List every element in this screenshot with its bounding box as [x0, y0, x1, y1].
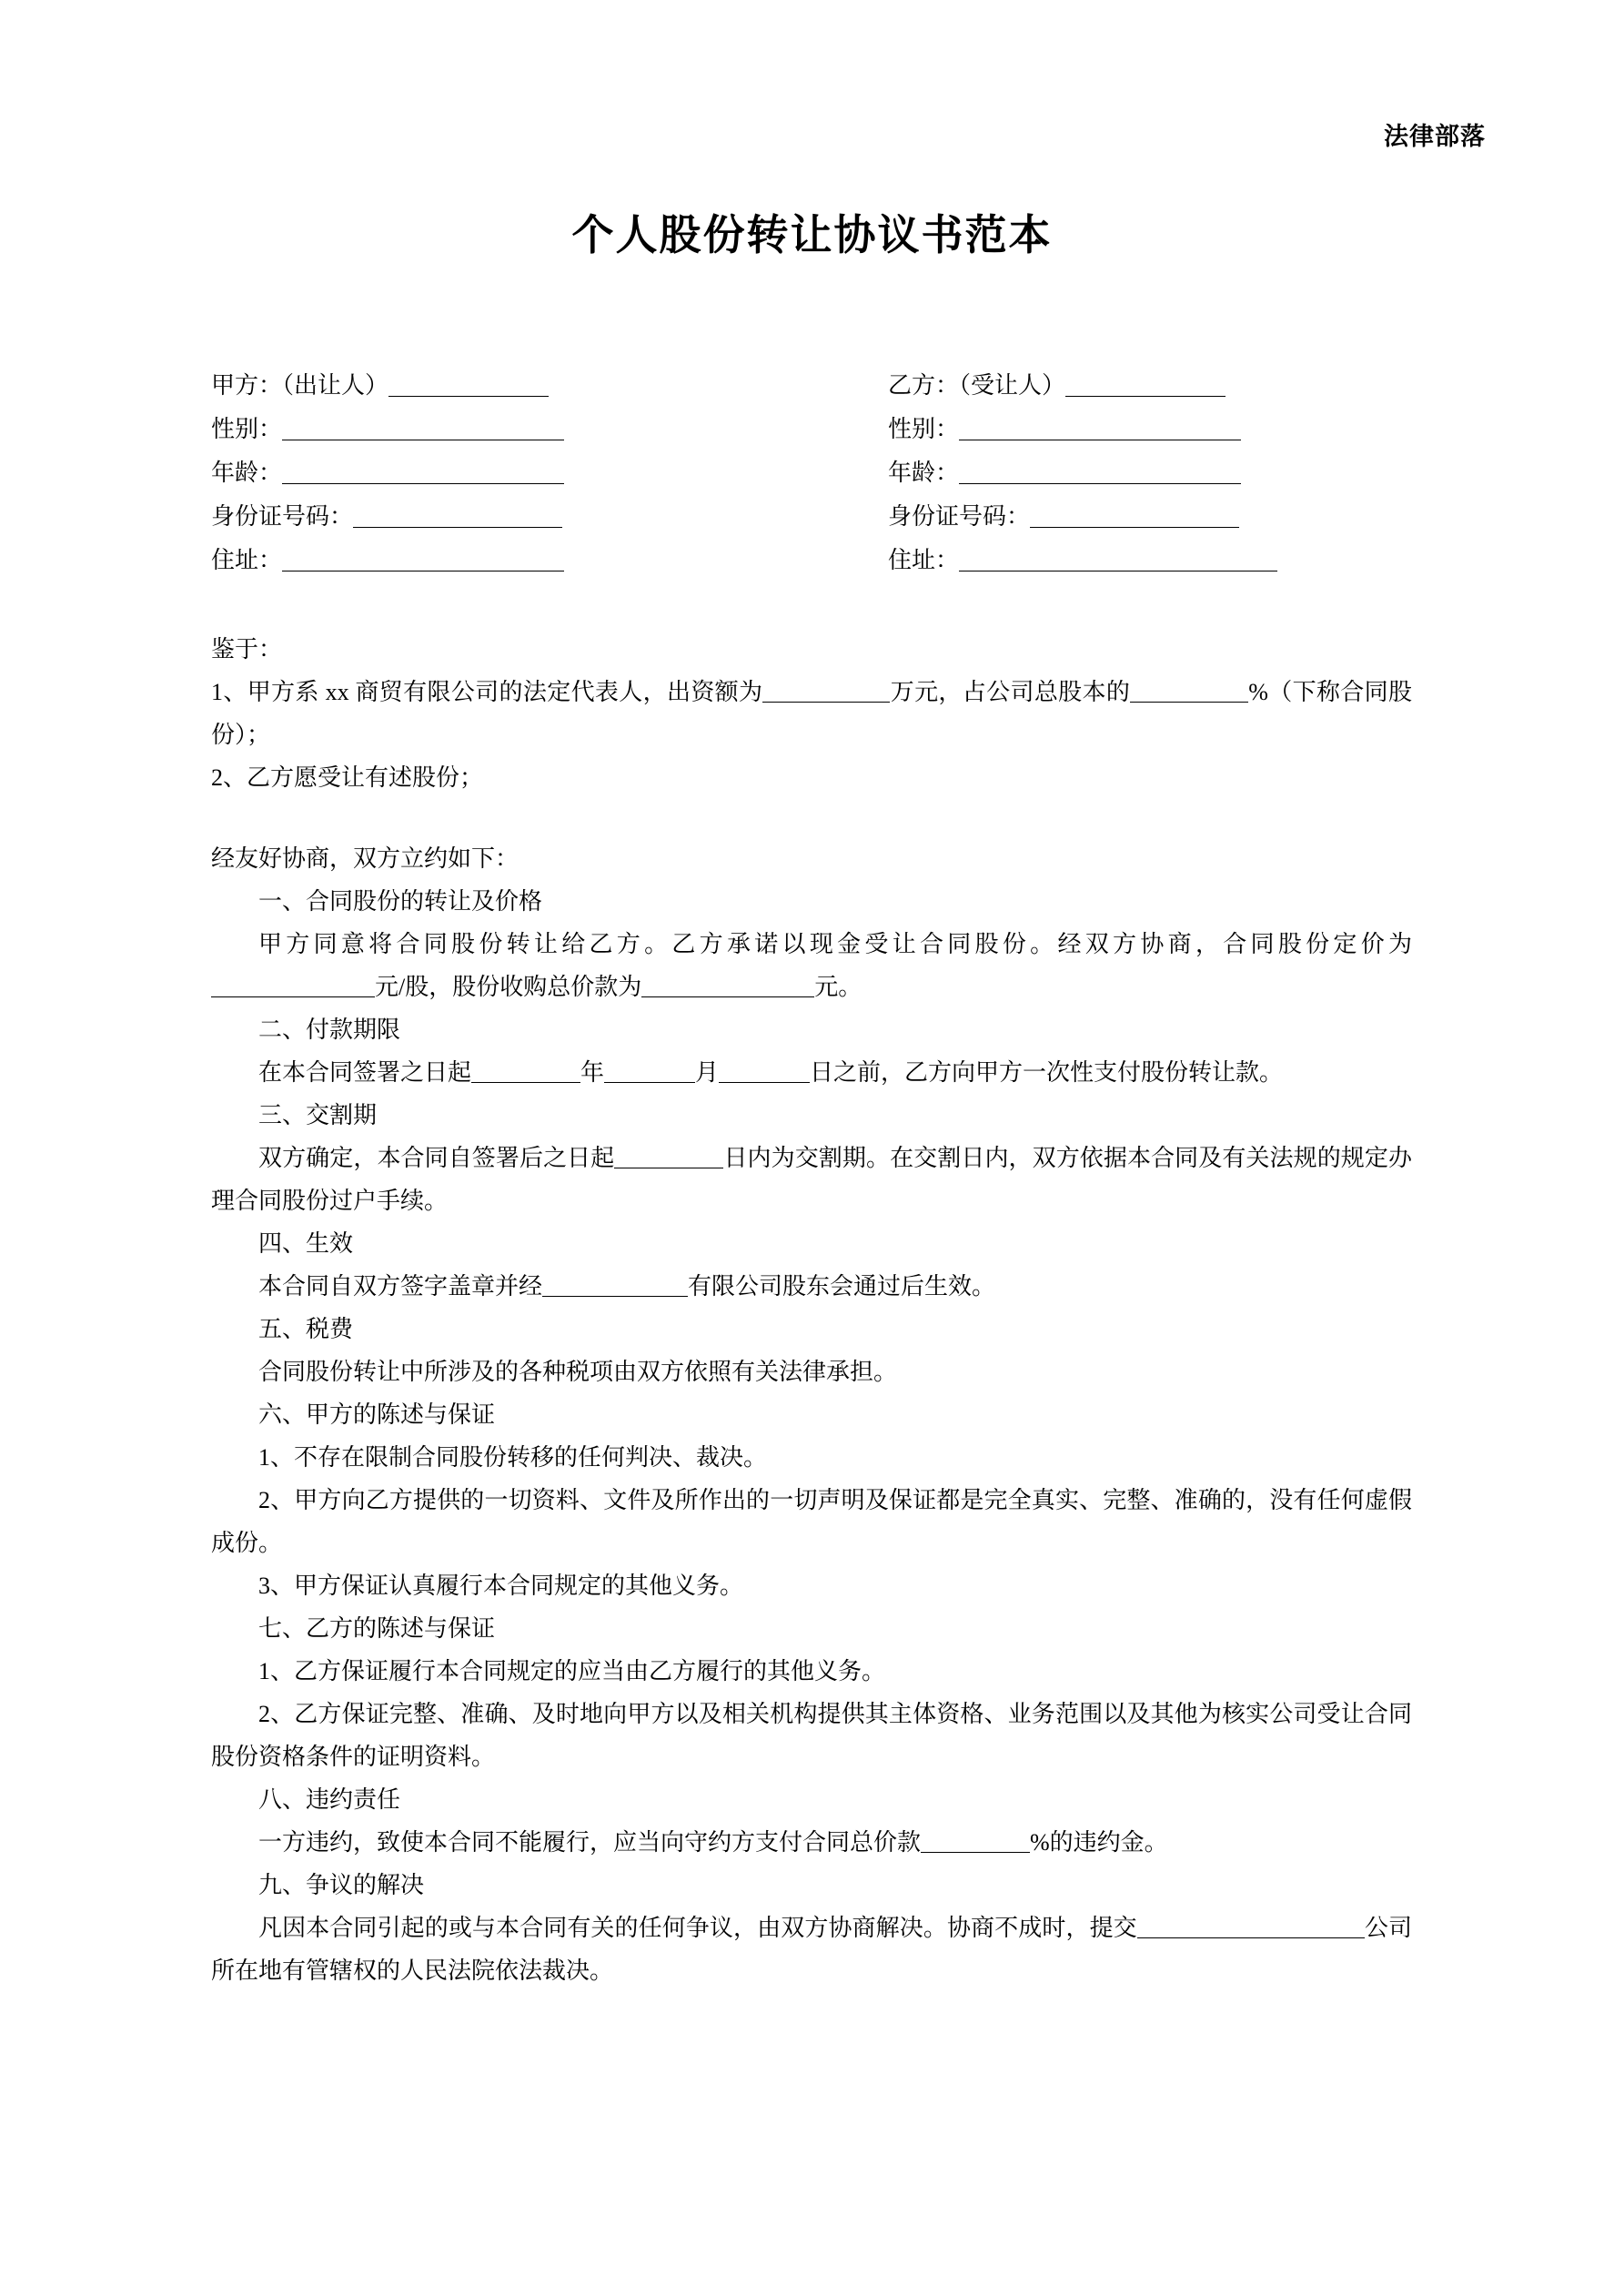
party-a-age-label: 年龄：	[211, 460, 283, 486]
section-2-text-b: 年	[580, 1059, 605, 1086]
party-b-name-label: 乙方：（受让人）	[888, 372, 1066, 399]
section-2-body	[211, 1051, 1412, 1094]
section-9-body	[211, 1907, 1412, 1992]
section-2-text-c: 月	[695, 1059, 720, 1086]
section-4-body	[211, 1265, 1412, 1308]
party-b-age-field	[888, 451, 1412, 495]
recitals-heading: 鉴于：	[211, 636, 283, 663]
section-1-blank-price[interactable]	[211, 973, 375, 997]
section-3-heading: 三、交割期	[258, 1102, 378, 1128]
party-a-column	[211, 364, 812, 582]
section-9-blank-court[interactable]	[1137, 1914, 1365, 1938]
party-a-address-field	[211, 539, 812, 582]
party-a-id-blank[interactable]	[353, 501, 562, 528]
party-b-name-blank[interactable]	[1065, 370, 1226, 397]
party-a-address-label: 住址：	[211, 547, 283, 573]
section-1-text-b: 元/股，股份收购总价款为	[375, 974, 642, 1000]
section-6-item-3: 3、甲方保证认真履行本合同规定的其他义务。	[258, 1573, 744, 1599]
party-a-id-label: 身份证号码：	[211, 503, 354, 530]
section-7-item-1: 1、乙方保证履行本合同规定的应当由乙方履行的其他义务。	[258, 1658, 886, 1684]
section-1-blank-total[interactable]	[641, 973, 814, 997]
section-1-heading: 一、合同股份的转让及价格	[258, 888, 543, 915]
party-b-column	[812, 364, 1412, 582]
party-a-age-field	[211, 451, 812, 495]
spacer	[211, 799, 1412, 837]
recital-1-blank-amount[interactable]	[762, 678, 890, 703]
party-a-name-blank[interactable]	[388, 370, 549, 397]
section-8-blank-percent[interactable]	[921, 1828, 1030, 1853]
section-7-heading: 七、乙方的陈述与保证	[258, 1615, 496, 1642]
party-b-address-label: 住址：	[888, 547, 960, 573]
party-b-id-label: 身份证号码：	[888, 503, 1031, 530]
party-b-age-label: 年龄：	[888, 460, 960, 486]
section-3-blank-days[interactable]	[614, 1144, 723, 1168]
party-b-gender-field	[888, 408, 1412, 451]
section-3-text-b: 日内为交割期。在交割日内，双方依据本合同及有关法规的规定办理合同股份过户手续。	[211, 1145, 1412, 1214]
section-1-body	[211, 923, 1412, 1008]
party-b-address-field	[888, 539, 1412, 582]
section-2-blank-day[interactable]	[719, 1058, 810, 1083]
section-3-text-a: 双方确定，本合同自签署后之日起	[258, 1145, 615, 1171]
section-2-text-a: 在本合同签署之日起	[258, 1059, 472, 1086]
recital-1-text-b: 万元，占公司总股本的	[890, 679, 1131, 705]
section-2-heading: 二、付款期限	[258, 1017, 401, 1043]
section-6-item-2: 2、甲方向乙方提供的一切资料、文件及所作出的一切声明及保证都是完全真实、完整、准确的，没有任何虚假成份。	[211, 1487, 1412, 1556]
section-9-text-a: 凡因本合同引起的或与本合同有关的任何争议，由双方协商解决。协商不成时，提交	[258, 1915, 1137, 1941]
section-8-body	[211, 1821, 1412, 1864]
party-b-address-blank[interactable]	[959, 545, 1277, 571]
section-2-blank-year[interactable]	[471, 1058, 580, 1083]
party-b-id-field	[888, 495, 1412, 539]
section-8-heading: 八、违约责任	[258, 1786, 401, 1813]
section-1-text-a: 甲方同意将合同股份转让给乙方。乙方承诺以现金受让合同股份。经双方协商，合同股份定价为	[258, 931, 1412, 957]
section-2-blank-month[interactable]	[604, 1058, 695, 1083]
section-4-text-a: 本合同自双方签字盖章并经	[258, 1273, 543, 1300]
section-7-item-2: 2、乙方保证完整、准确、及时地向甲方以及相关机构提供其主体资格、业务范围以及其他为核实公司受让合同股份资格条件的证明资料。	[211, 1701, 1412, 1770]
section-9-heading: 九、争议的解决	[258, 1872, 425, 1898]
party-a-id-field	[211, 495, 812, 539]
page-watermark: 法律部落	[1384, 123, 1486, 151]
section-6-heading: 六、甲方的陈述与保证	[258, 1401, 496, 1428]
section-8-text-a: 一方违约，致使本合同不能履行，应当向守约方支付合同总价款	[258, 1829, 922, 1856]
section-5-heading: 五、税费	[258, 1316, 354, 1342]
parties-section	[211, 364, 1412, 582]
party-b-id-blank[interactable]	[1030, 501, 1239, 528]
party-a-address-blank[interactable]	[282, 545, 564, 571]
section-9-text-b: 公司所在地有管辖权的人民法院依法裁决。	[211, 1915, 1412, 1984]
party-a-age-blank[interactable]	[282, 458, 564, 484]
party-b-gender-blank[interactable]	[959, 414, 1241, 440]
party-a-gender-label: 性别：	[211, 416, 283, 442]
party-a-name-field	[211, 364, 812, 408]
recital-1-blank-percent[interactable]	[1130, 678, 1248, 703]
agreement-lead: 经友好协商，双方立约如下：	[211, 845, 519, 872]
party-a-name-label: 甲方：（出让人）	[211, 372, 389, 399]
section-6-item-1: 1、不存在限制合同股份转移的任何判决、裁决。	[258, 1444, 768, 1471]
section-4-text-b: 有限公司股东会通过后生效。	[688, 1273, 996, 1300]
document-body	[211, 364, 1412, 1992]
recital-item-1	[211, 671, 1412, 756]
section-4-heading: 四、生效	[258, 1230, 354, 1257]
section-1-text-c: 元。	[814, 974, 862, 1000]
page-title: 个人股份转让协议书范本	[571, 210, 1053, 259]
recital-item-2: 2、乙方愿受让有述股份；	[211, 764, 484, 791]
party-b-name-field	[888, 364, 1412, 408]
section-2-text-d: 日之前，乙方向甲方一次性支付股份转让款。	[810, 1059, 1284, 1086]
party-b-age-blank[interactable]	[959, 458, 1241, 484]
section-3-body	[211, 1137, 1412, 1222]
section-5-body: 合同股份转让中所涉及的各种税项由双方依照有关法律承担。	[258, 1359, 898, 1385]
recital-1-text-c: %（下称合同股份）；	[211, 679, 1412, 748]
party-a-gender-field	[211, 408, 812, 451]
party-b-gender-label: 性别：	[888, 416, 960, 442]
section-8-text-b: %的违约金。	[1030, 1829, 1168, 1856]
party-a-gender-blank[interactable]	[282, 414, 564, 440]
recital-1-text-a: 1、甲方系 xx 商贸有限公司的法定代表人，出资额为	[211, 679, 763, 705]
section-4-blank-company[interactable]	[542, 1272, 688, 1297]
